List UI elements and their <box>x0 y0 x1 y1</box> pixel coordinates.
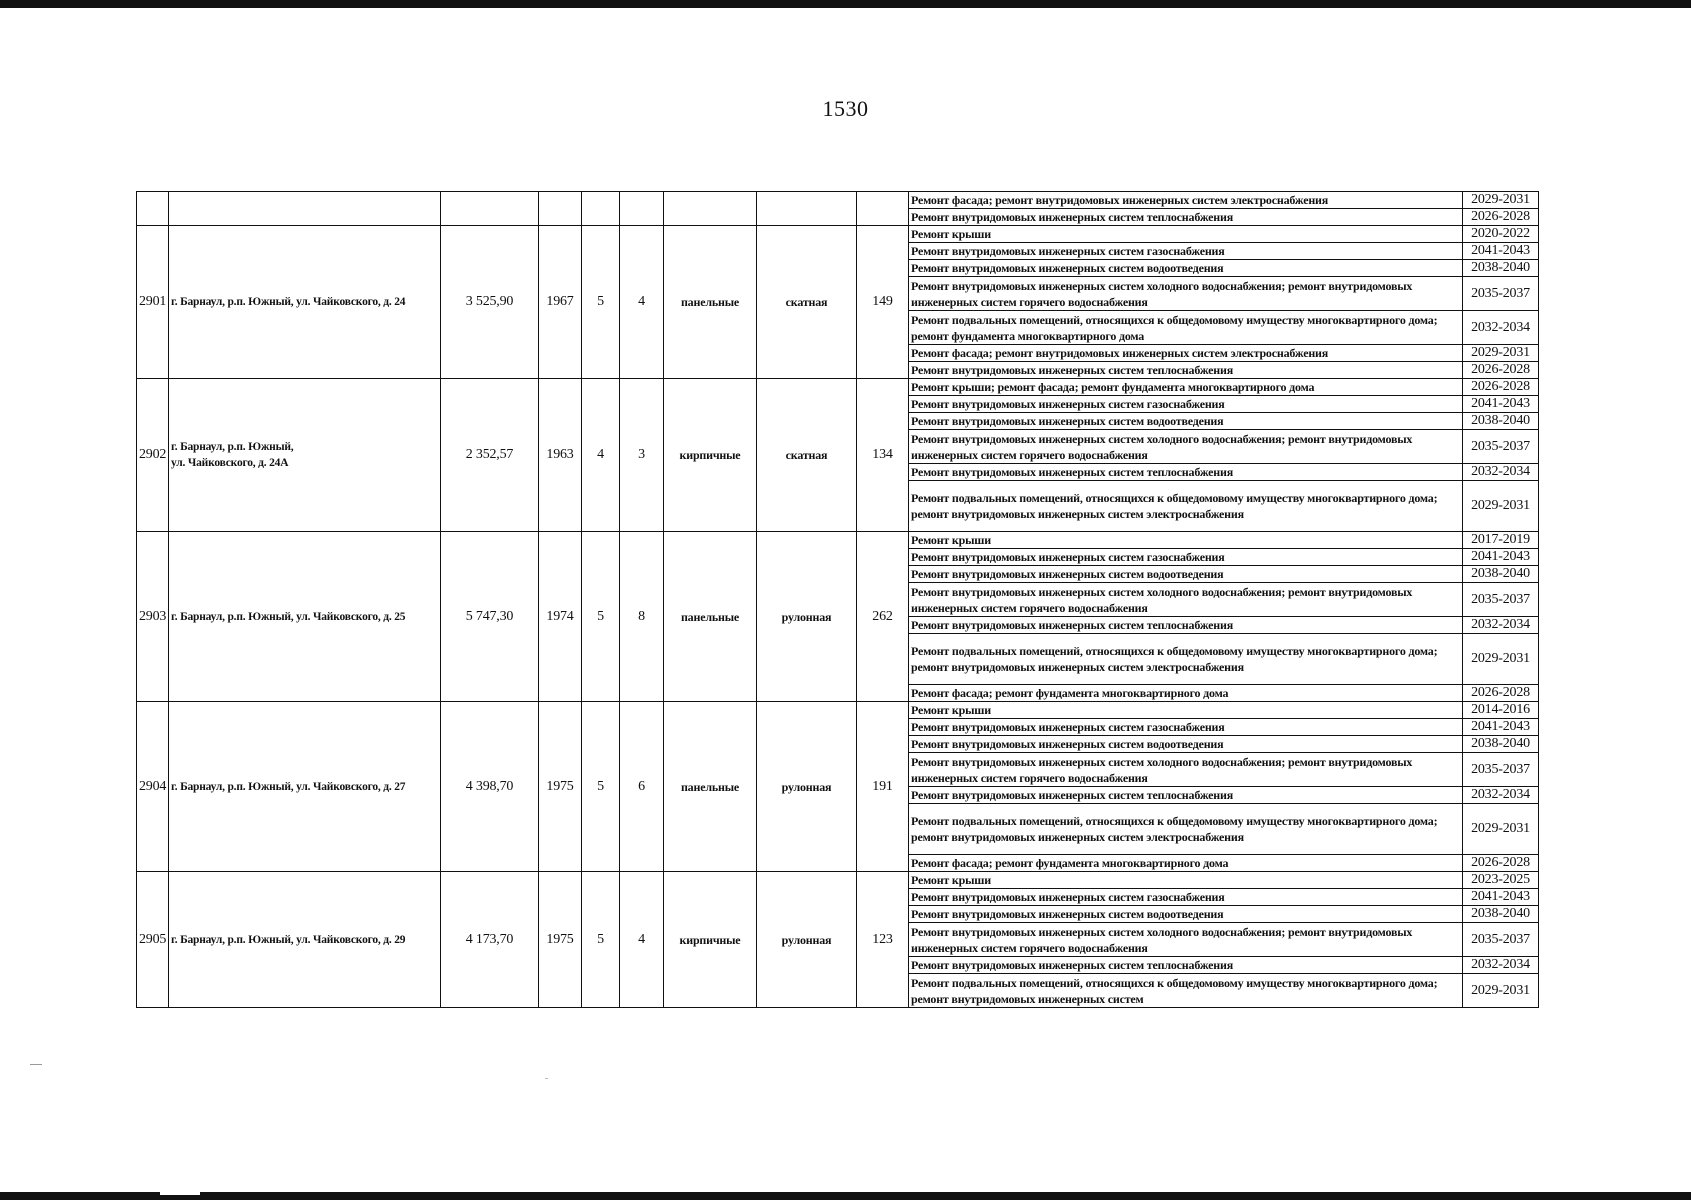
apartments-count: 134 <box>857 379 909 532</box>
work-period: 2014-2016 <box>1463 702 1539 719</box>
work-type: Ремонт подвальных помещений, относящихся к общедомовому имуществу многоквартирного дома; ремонт фундамента многоквартирного дома <box>909 311 1463 345</box>
work-period: 2026-2028 <box>1463 685 1539 702</box>
table-row <box>137 226 1539 243</box>
empty-cell <box>169 192 441 226</box>
repair-schedule-table <box>136 191 1539 1008</box>
work-period: 2041-2043 <box>1463 889 1539 906</box>
construction-year: 1975 <box>539 702 582 872</box>
construction-year: 1963 <box>539 379 582 532</box>
work-period: 2017-2019 <box>1463 532 1539 549</box>
work-period: 2032-2034 <box>1463 311 1539 345</box>
entrances-count: 4 <box>620 226 664 379</box>
wall-material: панельные <box>664 532 757 702</box>
work-type: Ремонт внутридомовых инженерных систем теплоснабжения <box>909 957 1463 974</box>
work-period: 2020-2022 <box>1463 226 1539 243</box>
work-type: Ремонт внутридомовых инженерных систем газоснабжения <box>909 243 1463 260</box>
work-period: 2032-2034 <box>1463 464 1539 481</box>
work-type: Ремонт внутридомовых инженерных систем газоснабжения <box>909 719 1463 736</box>
work-type: Ремонт внутридомовых инженерных систем газоснабжения <box>909 549 1463 566</box>
work-period: 2026-2028 <box>1463 855 1539 872</box>
work-type: Ремонт внутридомовых инженерных систем холодного водоснабжения; ремонт внутридомовых инженерных систем горячего водоснабжения <box>909 430 1463 464</box>
work-type: Ремонт внутридомовых инженерных систем теплоснабжения <box>909 362 1463 379</box>
work-type: Ремонт внутридомовых инженерных систем холодного водоснабжения; ремонт внутридомовых инженерных систем горячего водоснабжения <box>909 277 1463 311</box>
scan-mark <box>545 1078 548 1079</box>
work-period: 2029-2031 <box>1463 804 1539 855</box>
empty-cell <box>757 192 857 226</box>
apartments-count: 149 <box>857 226 909 379</box>
scan-mark <box>160 1192 200 1195</box>
wall-material: кирпичные <box>664 379 757 532</box>
work-period: 2035-2037 <box>1463 753 1539 787</box>
building-number: 2902 <box>137 379 169 532</box>
scan-mark <box>30 1064 42 1065</box>
wall-material: панельные <box>664 226 757 379</box>
work-period: 2023-2025 <box>1463 872 1539 889</box>
work-period: 2029-2031 <box>1463 345 1539 362</box>
work-type: Ремонт внутридомовых инженерных систем водоотведения <box>909 413 1463 430</box>
scan-bottom-border <box>0 1192 1691 1200</box>
work-type: Ремонт подвальных помещений, относящихся к общедомовому имуществу многоквартирного дома; ремонт внутридомовых инженерных систем электроснабжения <box>909 634 1463 685</box>
empty-cell <box>137 192 169 226</box>
work-type: Ремонт внутридомовых инженерных систем газоснабжения <box>909 889 1463 906</box>
work-period: 2041-2043 <box>1463 549 1539 566</box>
work-period: 2038-2040 <box>1463 906 1539 923</box>
floors-count: 5 <box>582 532 620 702</box>
building-area: 3 525,90 <box>441 226 539 379</box>
floors-count: 5 <box>582 702 620 872</box>
wall-material: панельные <box>664 702 757 872</box>
work-type: Ремонт внутридомовых инженерных систем теплоснабжения <box>909 209 1463 226</box>
work-type: Ремонт крыши <box>909 872 1463 889</box>
work-type: Ремонт внутридомовых инженерных систем холодного водоснабжения; ремонт внутридомовых инженерных систем горячего водоснабжения <box>909 753 1463 787</box>
work-type: Ремонт крыши <box>909 702 1463 719</box>
roof-type: рулонная <box>757 872 857 1008</box>
empty-cell <box>664 192 757 226</box>
building-number: 2904 <box>137 702 169 872</box>
building-address: г. Барнаул, р.п. Южный, ул. Чайковского, д. 25 <box>169 532 441 702</box>
work-type: Ремонт фасада; ремонт внутридомовых инженерных систем электроснабжения <box>909 345 1463 362</box>
table-row <box>137 532 1539 549</box>
entrances-count: 4 <box>620 872 664 1008</box>
building-area: 5 747,30 <box>441 532 539 702</box>
apartments-count: 123 <box>857 872 909 1008</box>
work-type: Ремонт внутридомовых инженерных систем водоотведения <box>909 566 1463 583</box>
roof-type: скатная <box>757 379 857 532</box>
building-number: 2901 <box>137 226 169 379</box>
address-line: г. Барнаул, р.п. Южный, <box>171 441 294 453</box>
work-type: Ремонт подвальных помещений, относящихся к общедомовому имуществу многоквартирного дома; ремонт внутридомовых инженерных систем электроснабжения <box>909 804 1463 855</box>
work-period: 2029-2031 <box>1463 192 1539 209</box>
table-row <box>137 702 1539 719</box>
building-area: 4 173,70 <box>441 872 539 1008</box>
work-type: Ремонт подвальных помещений, относящихся к общедомовому имуществу многоквартирного дома; ремонт внутридомовых инженерных систем <box>909 974 1463 1008</box>
roof-type: рулонная <box>757 532 857 702</box>
work-period: 2029-2031 <box>1463 634 1539 685</box>
building-address: г. Барнаул, р.п. Южный, ул. Чайковского, д. 27 <box>169 702 441 872</box>
address-line: ул. Чайковского, д. 24А <box>171 457 289 469</box>
apartments-count: 262 <box>857 532 909 702</box>
work-type: Ремонт внутридомовых инженерных систем водоотведения <box>909 906 1463 923</box>
wall-material: кирпичные <box>664 872 757 1008</box>
work-period: 2032-2034 <box>1463 617 1539 634</box>
work-type: Ремонт внутридомовых инженерных систем водоотведения <box>909 260 1463 277</box>
construction-year: 1967 <box>539 226 582 379</box>
work-type: Ремонт внутридомовых инженерных систем холодного водоснабжения; ремонт внутридомовых инженерных систем горячего водоснабжения <box>909 583 1463 617</box>
building-area: 2 352,57 <box>441 379 539 532</box>
table-row <box>137 379 1539 396</box>
work-type: Ремонт внутридомовых инженерных систем газоснабжения <box>909 396 1463 413</box>
work-type: Ремонт внутридомовых инженерных систем теплоснабжения <box>909 787 1463 804</box>
work-period: 2029-2031 <box>1463 974 1539 1008</box>
entrances-count: 3 <box>620 379 664 532</box>
work-period: 2038-2040 <box>1463 260 1539 277</box>
floors-count: 5 <box>582 226 620 379</box>
floors-count: 5 <box>582 872 620 1008</box>
work-period: 2041-2043 <box>1463 243 1539 260</box>
work-period: 2038-2040 <box>1463 566 1539 583</box>
table-row <box>137 192 1539 209</box>
work-type: Ремонт внутридомовых инженерных систем теплоснабжения <box>909 464 1463 481</box>
construction-year: 1974 <box>539 532 582 702</box>
work-period: 2035-2037 <box>1463 583 1539 617</box>
building-address: г. Барнаул, р.п. Южный, ул. Чайковского, д. 29 <box>169 872 441 1008</box>
building-number: 2903 <box>137 532 169 702</box>
building-number: 2905 <box>137 872 169 1008</box>
work-period: 2032-2034 <box>1463 957 1539 974</box>
page-number: 1530 <box>822 96 869 121</box>
work-period: 2041-2043 <box>1463 396 1539 413</box>
floors-count: 4 <box>582 379 620 532</box>
entrances-count: 6 <box>620 702 664 872</box>
work-period: 2035-2037 <box>1463 277 1539 311</box>
work-type: Ремонт внутридомовых инженерных систем водоотведения <box>909 736 1463 753</box>
apartments-count: 191 <box>857 702 909 872</box>
work-period: 2035-2037 <box>1463 923 1539 957</box>
work-period: 2026-2028 <box>1463 362 1539 379</box>
work-period: 2041-2043 <box>1463 719 1539 736</box>
work-type: Ремонт внутридомовых инженерных систем холодного водоснабжения; ремонт внутридомовых инженерных систем горячего водоснабжения <box>909 923 1463 957</box>
work-type: Ремонт крыши; ремонт фасада; ремонт фундамента многоквартирного дома <box>909 379 1463 396</box>
work-period: 2029-2031 <box>1463 481 1539 532</box>
scan-top-border <box>0 0 1691 8</box>
work-period: 2026-2028 <box>1463 209 1539 226</box>
work-period: 2038-2040 <box>1463 736 1539 753</box>
work-period: 2032-2034 <box>1463 787 1539 804</box>
work-type: Ремонт подвальных помещений, относящихся к общедомовому имуществу многоквартирного дома; ремонт внутридомовых инженерных систем электроснабжения <box>909 481 1463 532</box>
building-address: г. Барнаул, р.п. Южный, ул. Чайковского, д. 24 <box>169 226 441 379</box>
work-period: 2026-2028 <box>1463 379 1539 396</box>
work-type: Ремонт фасада; ремонт фундамента многоквартирного дома <box>909 685 1463 702</box>
roof-type: скатная <box>757 226 857 379</box>
table-row <box>137 872 1539 889</box>
roof-type: рулонная <box>757 702 857 872</box>
empty-cell <box>857 192 909 226</box>
building-address <box>169 379 441 532</box>
building-area: 4 398,70 <box>441 702 539 872</box>
empty-cell <box>582 192 620 226</box>
construction-year: 1975 <box>539 872 582 1008</box>
entrances-count: 8 <box>620 532 664 702</box>
empty-cell <box>539 192 582 226</box>
empty-cell <box>441 192 539 226</box>
work-type: Ремонт фасада; ремонт фундамента многоквартирного дома <box>909 855 1463 872</box>
work-type: Ремонт крыши <box>909 226 1463 243</box>
work-type: Ремонт крыши <box>909 532 1463 549</box>
work-type: Ремонт внутридомовых инженерных систем теплоснабжения <box>909 617 1463 634</box>
work-type: Ремонт фасада; ремонт внутридомовых инженерных систем электроснабжения <box>909 192 1463 209</box>
work-period: 2038-2040 <box>1463 413 1539 430</box>
empty-cell <box>620 192 664 226</box>
work-period: 2035-2037 <box>1463 430 1539 464</box>
